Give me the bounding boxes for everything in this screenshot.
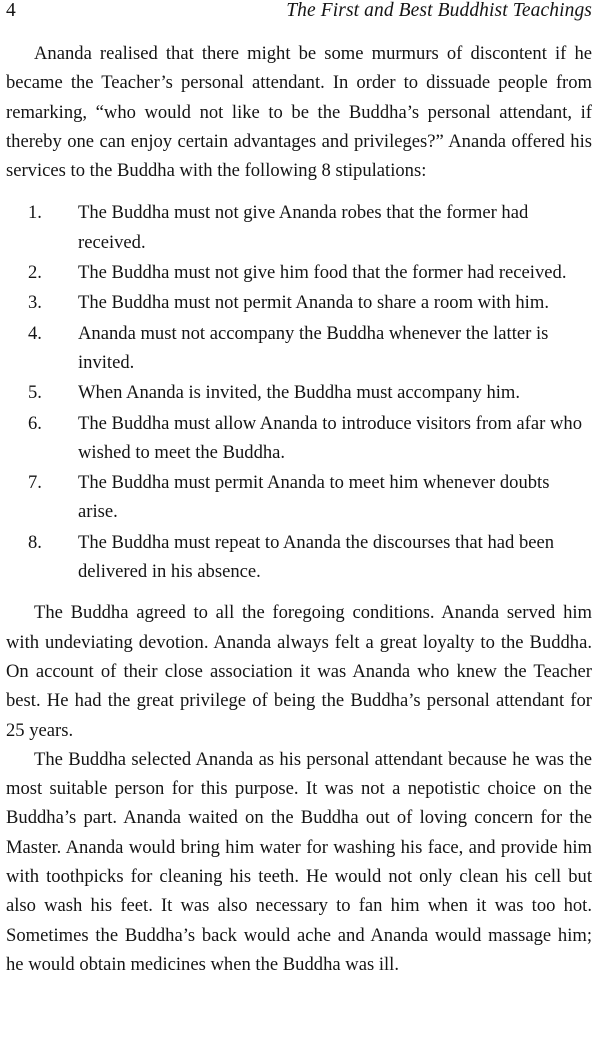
list-item-number: 1. [28,202,42,224]
list-item-number: 7. [28,472,42,494]
list-item-text: The Buddha must not give Ananda robes that the former had received. [78,202,529,253]
list-item-number: 5. [28,382,42,404]
list-item [6,409,592,468]
paragraph-selected: The Buddha selected Ananda as his personal attendant because he was the most suitable person for this purpose. It was not a nepotistic choice on the Buddha’s part. Ananda waited on the Buddha out of loving concern for the Master. Ananda would bring him water for washing his face, and provide him with toothpicks for cleaning his teeth. He would not only clean his cell but also wash his feet. It was also necessary to fan him when it was too hot. Sometimes the Buddha’s back would ache and Ananda would massage him; he would obtain medicines when the Buddha was ill. [6,748,592,975]
page-number: 4 [6,0,16,21]
list-item [6,258,592,287]
list-item-text: The Buddha must not give him food that the former had received. [78,262,567,284]
list-item [6,528,592,587]
list-item-text: Ananda must not accompany the Buddha whenever the latter is invited. [78,322,549,373]
running-title: The First and Best Buddhist Teachings [286,0,592,21]
list-item-text: When Ananda is invited, the Buddha must accompany him. [78,382,521,404]
list-item-text: The Buddha must permit Ananda to meet him whenever doubts arise. [78,472,550,523]
list-item [6,198,592,257]
page-header [6,0,592,30]
list-item-text: The Buddha must repeat to Ananda the discourses that had been delivered in his absence. [78,531,555,583]
paragraph-agreed: The Buddha agreed to all the foregoing conditions. Ananda served him with undeviating devotion. Ananda always felt a great loyalty to the Buddha. On account of their close association it was Ananda who knew the Teacher best. He had the great privilege of being the Buddha’s personal attendant for 25 years. [6,602,592,741]
list-item-text: The Buddha must allow Ananda to introduce visitors from afar who wished to meet the Buddha. [78,412,582,463]
list-item-number: 3. [28,292,42,314]
list-item-number: 8. [28,531,42,553]
body-text [6,39,592,979]
list-item [6,378,592,407]
list-item-number: 2. [28,262,42,284]
list-item-number: 6. [28,412,42,434]
stipulations-list [6,198,592,586]
list-item [6,468,592,527]
list-item [6,288,592,317]
intro-paragraph: Ananda realised that there might be some murmurs of discontent if he became the Teacher’s personal attendant. In order to dissuade people from remarking, “who would not like to be the Buddha’s personal attendant, if thereby one can enjoy certain advantages and privileges?” Ananda offered his services to the Buddha with the following 8 stipulations: [6,43,592,182]
list-item [6,319,592,378]
list-item-number: 4. [28,322,42,344]
list-item-text: The Buddha must not permit Ananda to share a room with him. [78,292,549,314]
